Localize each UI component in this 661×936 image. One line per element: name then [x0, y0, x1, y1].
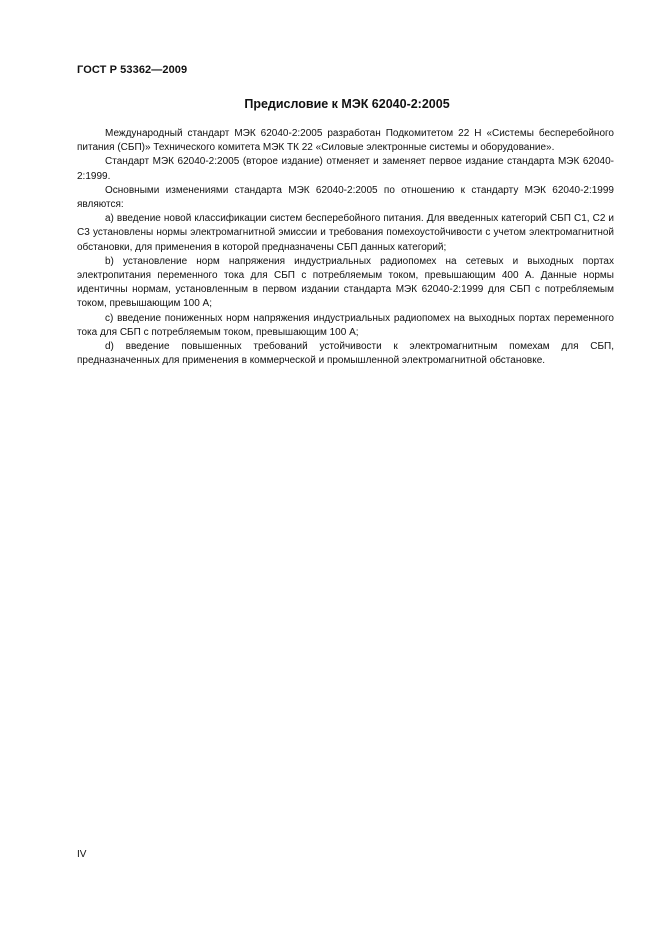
foreword-body — [77, 127, 614, 368]
list-item-c: с) введение пониженных норм напряжения индустриальных радиопомех на выходных портах переменного тока для СБП с потребляемым током, превышающим 100 А; — [77, 312, 614, 338]
page-number: IV — [77, 849, 87, 860]
list-item-b: b) установление норм напряжения индустриальных радиопомех на сетевых и выходных портах электропитания переменного тока для СБП с потребляемым током, превышающим 400 А. Данные нормы идентичны нормам, установленным в первом издании стандарта МЭК 62040-2:1999 для СБП с потребляемым током, превышающим 100 А; — [77, 255, 614, 310]
paragraph-intro: Международный стандарт МЭК 62040-2:2005 разработан Подкомитетом 22 Н «Системы бесперебойного питания (СБП)» Технического комитета МЭК ТК 22 «Силовые электронные системы и оборудование». — [77, 128, 614, 154]
paragraph-changes-intro: Основными изменениями стандарта МЭК 62040-2:2005 по отношению к стандарту МЭК 62040-2:1999 являются: — [77, 184, 614, 211]
paragraph-edition: Стандарт МЭК 62040-2:2005 (второе издание) отменяет и заменяет первое издание стандарта МЭК 62040-2:1999. — [77, 156, 614, 182]
list-item-a: а) введение новой классификации систем бесперебойного питания. Для введенных категорий СБП С1, С2 и С3 установлены нормы электромагнитной эмиссии и требования помехоустойчивости с учетом электромагнитной обстановки, для применения в которой предназначены СБП данных категорий; — [77, 213, 614, 253]
list-item-d: d) введение повышенных требований устойчивости к электромагнитным помехам для СБП, предназначенных для применения в коммерческой и промышленной электромагнитной обстановке. — [77, 341, 614, 367]
page-title: Предисловие к МЭК 62040-2:2005 — [244, 97, 450, 111]
standard-header: ГОСТ Р 53362—2009 — [77, 64, 188, 76]
